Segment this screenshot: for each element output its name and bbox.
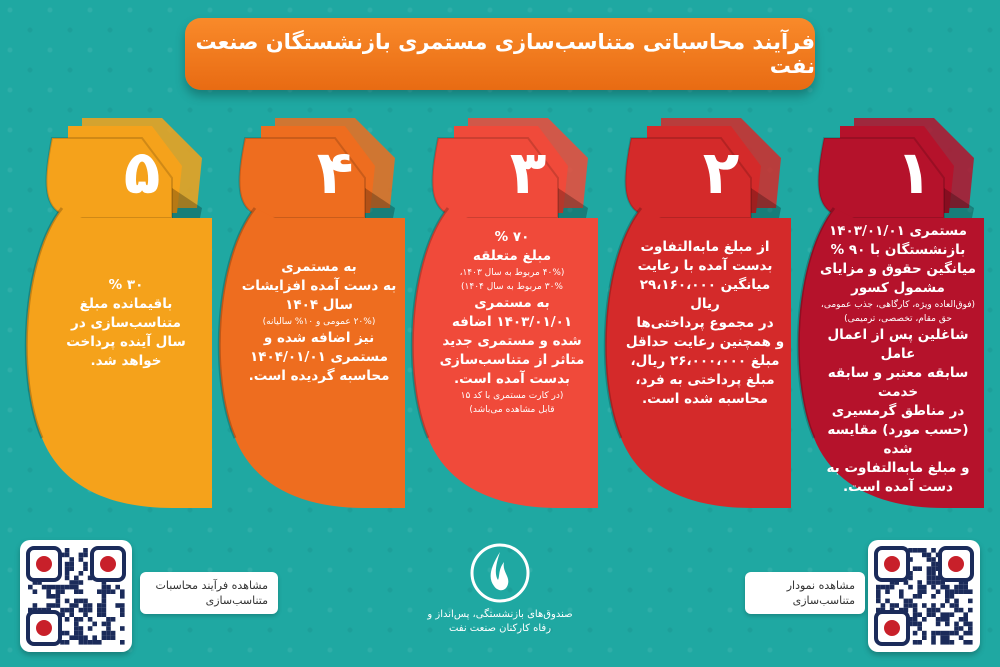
logo-text: صندوق‌های بازنشستگی، پس‌انداز و رفاه کارکنان صنعت نفت: [427, 609, 573, 634]
qr-right-label: [745, 572, 865, 614]
step-card-۳: [408, 118, 604, 518]
step-line: نیز اضافه شده و: [263, 330, 375, 346]
step-text: [430, 228, 594, 417]
step-line: (۴۰% مربوط به سال ۱۴۰۳،: [459, 268, 565, 278]
step-number: ۳: [509, 138, 547, 208]
logo: [460, 540, 540, 610]
step-line: به مستمری: [281, 259, 357, 275]
step-line: باقیمانده مبلغ: [79, 296, 173, 312]
qr-left-label-text: مشاهده فرآیند محاسبات متناسب‌سازی: [155, 579, 268, 607]
step-number: ۱: [895, 138, 933, 208]
step-line: متاثر از متناسب‌سازی: [439, 352, 585, 368]
step-number: ۵: [123, 138, 161, 208]
step-line: (حسب مورد) مقایسه شده: [827, 422, 969, 457]
qr-code-left[interactable]: [20, 540, 132, 652]
step-line: مبلغ ۲۶،۰۰۰،۰۰۰ ریال،: [630, 353, 780, 369]
step-line: (فوق‌العاده ویژه، کارگاهی، جذب عمومی،: [820, 300, 976, 310]
step-line: مشمول کسور: [851, 280, 945, 296]
step-line: مستمری ۱۴۰۴/۰۱/۰۱: [250, 349, 388, 365]
step-line: بازنشستگان با ۹۰ %: [830, 242, 966, 258]
step-text: [44, 276, 208, 371]
step-line: (۲۰% عمومی و ۱۰% سالیانه): [262, 317, 376, 327]
step-line: ۳۰% مربوط به سال ۱۴۰۴): [461, 282, 563, 292]
step-text: [816, 222, 980, 497]
step-line: سال آینده پرداخت: [66, 334, 186, 350]
step-line: سابقه معتبر و سابقه خدمت: [827, 365, 969, 400]
step-card-۱: [794, 118, 990, 518]
step-line: بدست آمده با رعایت: [637, 258, 773, 274]
page-title: فرآیند محاسباتی متناسب‌سازی مستمری بازنشستگان صنعت نفت: [195, 30, 815, 78]
step-card-۲: [601, 118, 797, 518]
step-line: محاسبه گردیده است.: [248, 368, 390, 384]
drop-flame-logo-icon: [460, 540, 540, 606]
step-line: محاسبه شده است.: [642, 391, 768, 407]
step-line: ۷۰ %: [494, 229, 530, 245]
step-line: میانگین حقوق و مزایای: [820, 261, 976, 277]
step-card-۵: [22, 118, 218, 518]
step-text: [623, 238, 787, 409]
step-line: و همچنین رعایت حداقل: [625, 334, 785, 350]
step-line: (در کارت مستمری با کد ۱۵: [460, 391, 564, 401]
qr-icon: [868, 540, 980, 652]
step-card-۴: [215, 118, 411, 518]
step-line: قابل مشاهده می‌باشد): [469, 405, 555, 415]
step-number: ۲: [702, 138, 740, 208]
title-banner: [185, 18, 815, 90]
step-line: در مناطق گرمسیری: [831, 403, 965, 419]
step-line: متناسب‌سازی در: [71, 315, 181, 331]
step-line: مستمری ۱۴۰۳/۰۱/۰۱: [829, 223, 967, 239]
step-line: مبلغ متعلقه: [472, 248, 552, 264]
step-line: خواهد شد.: [90, 353, 162, 369]
step-line: شده و مستمری جدید: [442, 333, 582, 349]
step-line: میانگین ۲۹،۱۶۰،۰۰۰ ریال: [639, 277, 771, 312]
step-line: شاغلین پس از اعمال عامل: [827, 327, 969, 362]
step-line: مبلغ پرداختی به فرد،: [635, 372, 775, 388]
step-line: و مبلغ مابه‌التفاوت به: [826, 460, 970, 476]
step-line: در مجموع پرداختی‌ها: [636, 315, 774, 331]
step-line: به دست آمده افزایشات: [241, 278, 397, 294]
qr-right-label-text: مشاهده نمودار متناسب‌سازی: [786, 579, 855, 607]
step-line: ۱۴۰۳/۰۱/۰۱ اضافه: [451, 314, 573, 330]
step-line: به مستمری: [474, 295, 550, 311]
step-line: حق مقام، تخصصی، ترمیمی): [844, 314, 952, 324]
step-line: دست آمده است.: [843, 479, 953, 495]
step-line: ۳۰ %: [108, 277, 144, 293]
step-text: [237, 258, 401, 386]
step-number: ۴: [316, 138, 354, 208]
step-line: سال ۱۴۰۴: [285, 297, 353, 313]
step-line: از مبلغ مابه‌التفاوت: [640, 239, 770, 255]
qr-icon: [20, 540, 132, 652]
step-line: بدست آمده است.: [454, 371, 570, 387]
qr-code-right[interactable]: [868, 540, 980, 652]
qr-left-label: [140, 572, 278, 614]
